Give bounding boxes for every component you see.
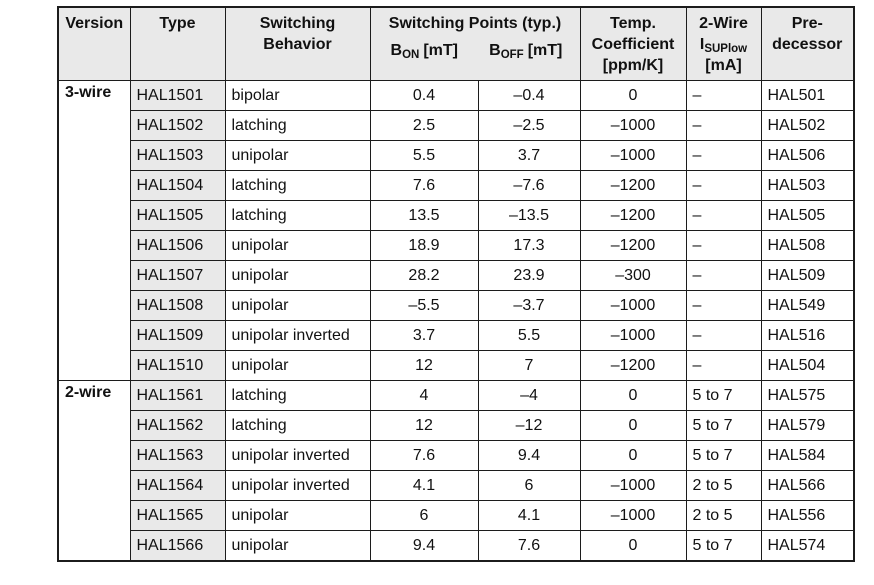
cell-i-sup-low: – xyxy=(686,141,761,171)
switching-points-title: Switching Points (typ.) xyxy=(388,15,562,32)
table-body xyxy=(58,81,854,562)
temp-line1: Temp. xyxy=(610,15,656,32)
cell-type: HAL1506 xyxy=(130,231,225,261)
cell-temp-coefficient: –1000 xyxy=(580,141,686,171)
header-type-label: Type xyxy=(159,15,196,32)
cell-i-sup-low: 5 to 7 xyxy=(686,531,761,562)
table-row xyxy=(58,381,854,411)
table-row xyxy=(58,111,854,141)
cell-b-off: –7.6 xyxy=(478,171,580,201)
cell-switching-behavior: unipolar xyxy=(225,261,370,291)
header-b-off: BOFF [mT] xyxy=(489,41,563,61)
cell-predecessor: HAL584 xyxy=(761,441,854,471)
header-behavior-line2: Behavior xyxy=(263,35,332,53)
cell-switching-behavior: unipolar xyxy=(225,531,370,562)
cell-switching-behavior: latching xyxy=(225,171,370,201)
cell-b-on: 12 xyxy=(370,411,478,441)
table-row xyxy=(58,171,854,201)
header-temp-coefficient xyxy=(580,7,686,81)
predecessor-line1: Pre- xyxy=(791,15,823,32)
cell-temp-coefficient: –1200 xyxy=(580,171,686,201)
cell-b-off: 3.7 xyxy=(478,141,580,171)
b-on-unit: [mT] xyxy=(423,41,458,59)
cell-temp-coefficient: –1000 xyxy=(580,111,686,141)
cell-predecessor: HAL575 xyxy=(761,381,854,411)
cell-type: HAL1505 xyxy=(130,201,225,231)
cell-type: HAL1562 xyxy=(130,411,225,441)
cell-b-off: 7 xyxy=(478,351,580,381)
table-row xyxy=(58,471,854,501)
cell-b-off: 9.4 xyxy=(478,441,580,471)
header-behavior-line1: Switching xyxy=(259,15,336,32)
cell-predecessor: HAL502 xyxy=(761,111,854,141)
temp-line2: Coefficient xyxy=(591,35,675,53)
cell-b-off: –3.7 xyxy=(478,291,580,321)
version-group-cell: 2-wire xyxy=(58,381,130,562)
i-sup-label: ISUPlow xyxy=(699,35,748,55)
cell-b-on: 7.6 xyxy=(370,171,478,201)
cell-predecessor: HAL574 xyxy=(761,531,854,562)
cell-predecessor: HAL503 xyxy=(761,171,854,201)
cell-b-off: 5.5 xyxy=(478,321,580,351)
cell-b-off: 4.1 xyxy=(478,501,580,531)
table-row xyxy=(58,351,854,381)
switching-points-sublabels xyxy=(374,41,577,62)
cell-switching-behavior: unipolar xyxy=(225,231,370,261)
cell-temp-coefficient: –1000 xyxy=(580,501,686,531)
cell-switching-behavior: latching xyxy=(225,201,370,231)
cell-predecessor: HAL579 xyxy=(761,411,854,441)
cell-b-on: 4 xyxy=(370,381,478,411)
cell-predecessor: HAL501 xyxy=(761,81,854,111)
table-row xyxy=(58,321,854,351)
header-b-on: BON [mT] xyxy=(390,41,458,61)
sensor-specification-table xyxy=(57,6,855,562)
cell-predecessor: HAL549 xyxy=(761,291,854,321)
cell-switching-behavior: bipolar xyxy=(225,81,370,111)
cell-switching-behavior: latching xyxy=(225,381,370,411)
header-switching-behavior xyxy=(225,7,370,81)
table-row xyxy=(58,81,854,111)
cell-switching-behavior: latching xyxy=(225,411,370,441)
cell-i-sup-low: – xyxy=(686,111,761,141)
cell-type: HAL1561 xyxy=(130,381,225,411)
cell-switching-behavior: unipolar inverted xyxy=(225,321,370,351)
header-switching-points xyxy=(370,7,580,81)
cell-temp-coefficient: –1000 xyxy=(580,321,686,351)
cell-i-sup-low: – xyxy=(686,291,761,321)
cell-predecessor: HAL506 xyxy=(761,141,854,171)
cell-type: HAL1563 xyxy=(130,441,225,471)
cell-i-sup-low: – xyxy=(686,231,761,261)
2-wire-line1: 2-Wire xyxy=(699,15,748,32)
cell-switching-behavior: unipolar xyxy=(225,351,370,381)
cell-type: HAL1503 xyxy=(130,141,225,171)
header-version xyxy=(58,7,130,81)
cell-b-on: 4.1 xyxy=(370,471,478,501)
cell-type: HAL1501 xyxy=(130,81,225,111)
cell-switching-behavior: unipolar xyxy=(225,141,370,171)
cell-b-off: –12 xyxy=(478,411,580,441)
cell-i-sup-low: 2 to 5 xyxy=(686,501,761,531)
cell-predecessor: HAL556 xyxy=(761,501,854,531)
cell-temp-coefficient: 0 xyxy=(580,381,686,411)
b-off-unit: [mT] xyxy=(527,41,563,59)
cell-b-off: 17.3 xyxy=(478,231,580,261)
cell-temp-coefficient: –1200 xyxy=(580,231,686,261)
cell-temp-coefficient: 0 xyxy=(580,411,686,441)
cell-predecessor: HAL566 xyxy=(761,471,854,501)
table-row xyxy=(58,231,854,261)
cell-b-on: –5.5 xyxy=(370,291,478,321)
cell-predecessor: HAL509 xyxy=(761,261,854,291)
cell-i-sup-low: 2 to 5 xyxy=(686,471,761,501)
cell-i-sup-low: 5 to 7 xyxy=(686,381,761,411)
cell-b-off: 6 xyxy=(478,471,580,501)
cell-temp-coefficient: –1200 xyxy=(580,351,686,381)
cell-i-sup-low: 5 to 7 xyxy=(686,411,761,441)
cell-type: HAL1502 xyxy=(130,111,225,141)
cell-b-off: –13.5 xyxy=(478,201,580,231)
cell-i-sup-low: – xyxy=(686,81,761,111)
header-predecessor xyxy=(761,7,854,81)
cell-i-sup-low: – xyxy=(686,261,761,291)
cell-i-sup-low: – xyxy=(686,351,761,381)
cell-b-on: 3.7 xyxy=(370,321,478,351)
table-row xyxy=(58,261,854,291)
cell-b-off: 7.6 xyxy=(478,531,580,562)
cell-b-on: 0.4 xyxy=(370,81,478,111)
table-row xyxy=(58,201,854,231)
cell-type: HAL1509 xyxy=(130,321,225,351)
cell-switching-behavior: latching xyxy=(225,111,370,141)
cell-i-sup-low: – xyxy=(686,171,761,201)
table-row xyxy=(58,291,854,321)
cell-b-on: 28.2 xyxy=(370,261,478,291)
cell-temp-coefficient: –1000 xyxy=(580,471,686,501)
cell-type: HAL1564 xyxy=(130,471,225,501)
version-group-cell: 3-wire xyxy=(58,81,130,381)
cell-b-on: 12 xyxy=(370,351,478,381)
cell-switching-behavior: unipolar xyxy=(225,501,370,531)
table-row xyxy=(58,531,854,562)
cell-b-off: –0.4 xyxy=(478,81,580,111)
cell-predecessor: HAL508 xyxy=(761,231,854,261)
cell-predecessor: HAL504 xyxy=(761,351,854,381)
cell-switching-behavior: unipolar inverted xyxy=(225,471,370,501)
table-row xyxy=(58,501,854,531)
b-on-subscript: ON xyxy=(402,48,420,61)
table-row xyxy=(58,411,854,441)
temp-unit: [ppm/K] xyxy=(602,56,664,74)
cell-temp-coefficient: –1200 xyxy=(580,201,686,231)
cell-temp-coefficient: 0 xyxy=(580,531,686,562)
cell-type: HAL1507 xyxy=(130,261,225,291)
cell-type: HAL1510 xyxy=(130,351,225,381)
cell-b-on: 9.4 xyxy=(370,531,478,562)
cell-temp-coefficient: –1000 xyxy=(580,291,686,321)
header-version-label: Version xyxy=(65,15,124,32)
table-row xyxy=(58,441,854,471)
cell-i-sup-low: 5 to 7 xyxy=(686,441,761,471)
cell-b-off: –4 xyxy=(478,381,580,411)
cell-type: HAL1566 xyxy=(130,531,225,562)
cell-type: HAL1508 xyxy=(130,291,225,321)
cell-b-on: 6 xyxy=(370,501,478,531)
cell-switching-behavior: unipolar inverted xyxy=(225,441,370,471)
cell-switching-behavior: unipolar xyxy=(225,291,370,321)
cell-b-on: 18.9 xyxy=(370,231,478,261)
cell-b-on: 7.6 xyxy=(370,441,478,471)
cell-b-on: 2.5 xyxy=(370,111,478,141)
table-header xyxy=(58,7,854,81)
cell-predecessor: HAL505 xyxy=(761,201,854,231)
i-sup-unit: [mA] xyxy=(705,56,742,74)
table-row xyxy=(58,141,854,171)
cell-i-sup-low: – xyxy=(686,321,761,351)
header-2-wire-isup xyxy=(686,7,761,81)
cell-i-sup-low: – xyxy=(686,201,761,231)
cell-b-on: 5.5 xyxy=(370,141,478,171)
b-off-subscript: OFF xyxy=(500,48,524,61)
cell-temp-coefficient: –300 xyxy=(580,261,686,291)
header-row xyxy=(58,7,854,81)
i-sup-subscript: SUPlow xyxy=(704,42,748,55)
cell-predecessor: HAL516 xyxy=(761,321,854,351)
cell-b-off: –2.5 xyxy=(478,111,580,141)
cell-type: HAL1504 xyxy=(130,171,225,201)
header-type xyxy=(130,7,225,81)
cell-temp-coefficient: 0 xyxy=(580,441,686,471)
cell-temp-coefficient: 0 xyxy=(580,81,686,111)
predecessor-line2: decessor xyxy=(772,35,843,53)
cell-type: HAL1565 xyxy=(130,501,225,531)
cell-b-off: 23.9 xyxy=(478,261,580,291)
cell-b-on: 13.5 xyxy=(370,201,478,231)
